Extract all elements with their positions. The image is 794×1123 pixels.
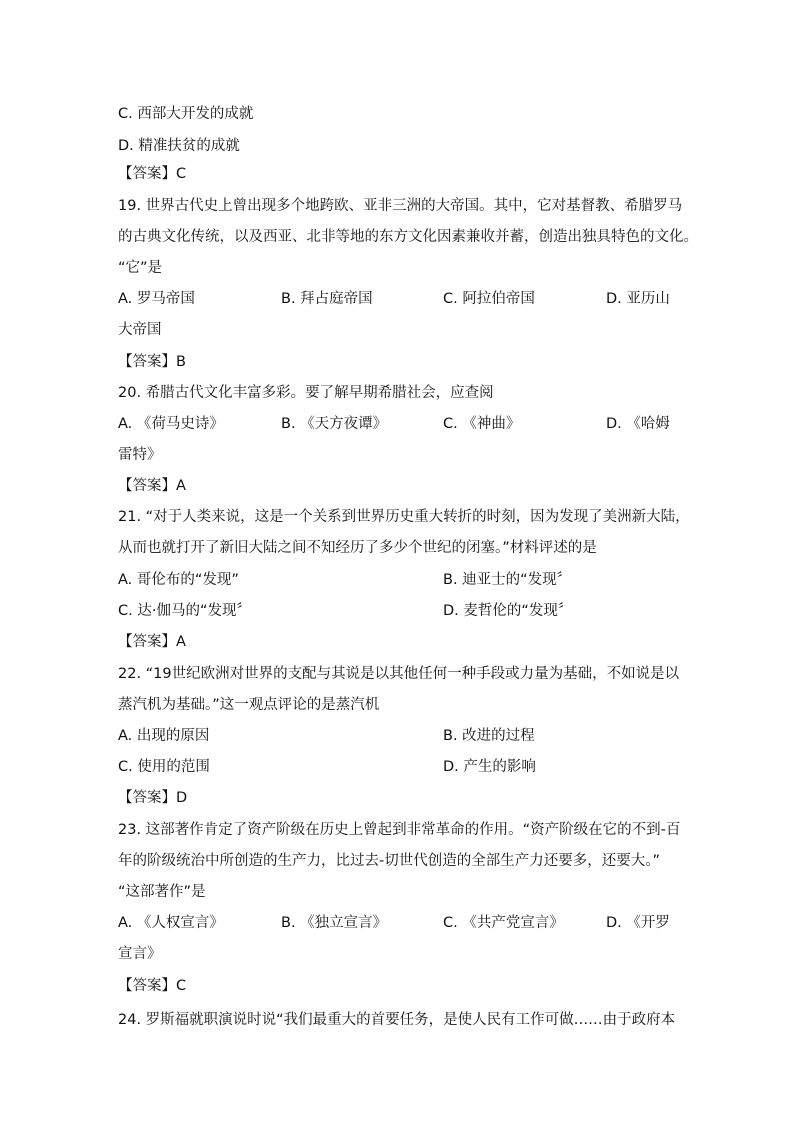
q23-answer: 【答案】C (118, 978, 187, 994)
q23-stem-line-2: 年的阶级统治中所创造的生产力，比过去-切世代创造的全部生产力还要多，还要大。” (118, 853, 660, 869)
q21-stem-line-2: 从而也就打开了新旧大陆之间不知经历了多少个世纪的闭塞。”材料评述的是 (118, 540, 597, 556)
q23-option-c: C. 《共产党宣言》 (443, 915, 564, 931)
q22-stem-line-2: 蒸汽机为基础。”这一观点评论的是蒸汽机 (118, 697, 380, 713)
q21-answer: 【答案】A (118, 634, 186, 650)
q20-stem-line-1: 20. 希腊古代文化丰富多彩。要了解早期希腊社会，应查阅 (118, 385, 494, 401)
q20-answer: 【答案】A (118, 478, 186, 494)
q20-option-d: D. 《哈姆 (606, 416, 670, 432)
q19-stem-line-1: 19. 世界古代史上曾出现多个地跨欧、亚非三洲的大帝国。其中，它对基督教、希腊罗马 (118, 198, 683, 214)
q20-option-a: A. 《荷马史诗》 (118, 416, 224, 432)
q19-option-d-wrap: 大帝国 (118, 322, 162, 338)
q23-option-a: A. 《人权宣言》 (118, 915, 224, 931)
q21-option-b: B. 迪亚士的“发现〞 (443, 572, 572, 588)
q19-option-a: A. 罗马帝国 (118, 291, 195, 307)
q22-option-c: C. 使用的范围 (118, 759, 210, 775)
q22-stem-line-1: 22. “19世纪欧洲对世界的支配与其说是以其他任何一种手段或力量为基础，不如说是以 (118, 666, 680, 682)
q19-option-c: C. 阿拉伯帝国 (443, 291, 535, 307)
q18-answer: 【答案】C (118, 166, 187, 182)
q23-option-d-wrap: 宣言》 (118, 946, 162, 962)
q23-option-b: B. 《独立宣言》 (281, 915, 388, 931)
q22-option-d: D. 产生的影响 (443, 759, 536, 775)
q24-stem-line-1: 24. 罗斯福就职演说时说“我们最重大的首要任务，是使人民有工作可做……由于政府本 (118, 1012, 676, 1028)
q21-option-a: A. 哥伦布的“发现” (118, 572, 239, 588)
q20-option-c: C. 《神曲》 (443, 416, 521, 432)
q19-stem-line-2: 的古典文化传统，以及西亚、北非等地的东方文化因素兼收并蓄，创造出独具特色的文化。 (118, 229, 698, 245)
q22-option-a: A. 出现的原因 (118, 728, 210, 744)
q18-option-d: D. 精准扶贫的成就 (118, 138, 240, 154)
q19-answer: 【答案】B (118, 354, 186, 370)
q18-option-c: C. 西部大开发的成就 (118, 106, 254, 122)
q23-stem-line-1: 23. 这部著作肯定了资产阶级在历史上曾起到非常革命的作用。“资产阶级在它的不到-百 (118, 822, 681, 838)
q21-option-c: C. 达·伽马的“发现〞 (118, 603, 251, 619)
q21-option-d: D. 麦哲伦的“发现〞 (443, 603, 573, 619)
q23-option-d: D. 《开罗 (606, 915, 670, 931)
q19-stem-line-3: “它”是 (118, 260, 163, 276)
q20-option-b: B. 《天方夜谭》 (281, 416, 388, 432)
q23-stem-line-3: “这部著作”是 (118, 884, 206, 900)
q22-option-b: B. 改进的过程 (443, 728, 535, 744)
q20-option-d-wrap: 雷特》 (118, 447, 162, 463)
q19-option-b: B. 拜占庭帝国 (281, 291, 373, 307)
q21-stem-line-1: 21. “对于人类来说，这是一个关系到世界历史重大转折的时刻，因为发现了美洲新大陆， (118, 509, 690, 525)
q19-option-d: D. 亚历山 (606, 291, 670, 307)
q22-answer: 【答案】D (118, 790, 188, 806)
